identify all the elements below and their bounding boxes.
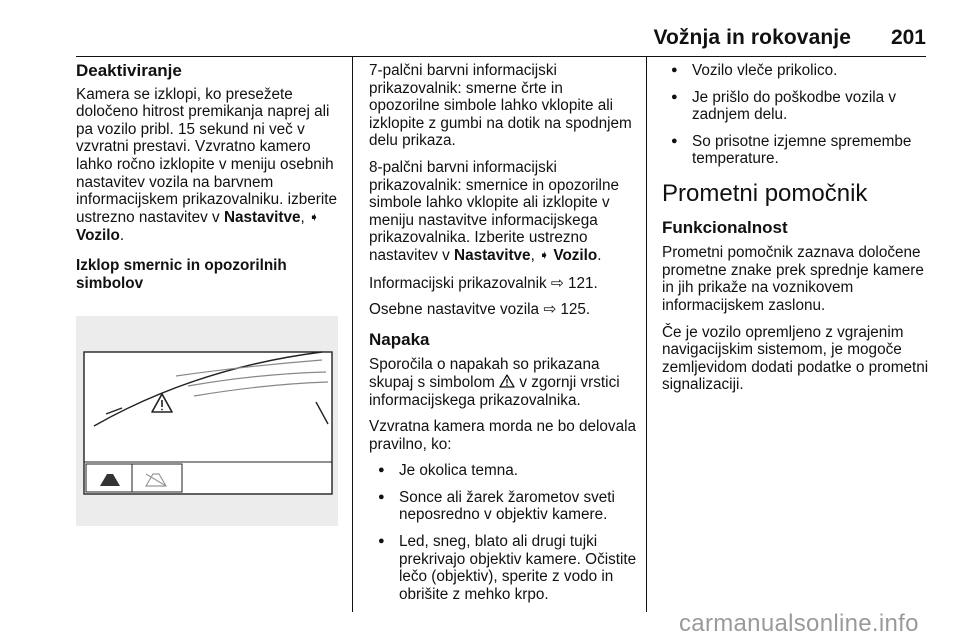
page-reference-arrow-icon: ⇨: [550, 274, 564, 292]
menu-path-settings: Nastavitve: [454, 246, 531, 264]
page-ref-number: 121: [568, 274, 594, 292]
column-3: [662, 62, 932, 403]
menu-arrow-icon: ➧: [539, 247, 550, 262]
page-number: 201: [890, 26, 926, 49]
paragraph-deactivation: Kamera se izklopi, ko presežete določeno hitrost premikanja naprej ali pa vozilo pribl. 15 sekund ni več v vzvratni prestavi. Vzvratno kamero lahko ročno izklopite v meniju osebnih nastavitev vozila na barvnem informacijskem prikazovalniku. izberite ustrezno nastavitev v Nastavitve, ➧ Vozilo.: [76, 85, 337, 245]
menu-arrow-icon: ➧: [308, 209, 320, 224]
paragraph-7-inch: 7-palčni barvni informacijski prikazovalnik: smerne črte in opozorilne simbole lahko vklopite ali izklopite z gumbi na dotik na spodnjem delu prikaza.: [369, 62, 632, 150]
menu-path-vehicle: Vozilo: [76, 227, 120, 245]
watermark-text: carmanualsonline.info: [679, 610, 919, 637]
list-item: ● So prisotne izjemne spremembe temperature.: [662, 133, 932, 168]
conditions-list: [369, 462, 637, 603]
paragraph-camera-may-fail: Vzvratna kamera morda ne bo delovala pravilno, ko:: [369, 418, 636, 453]
list-item: ● Je okolica temna.: [369, 462, 637, 480]
paragraph-8-inch: 8-palčni barvni informacijski prikazovalnik: smernice in opozorilne simbole lahko vklopite ali izklopite v meniju nastavitve informacijskega prikazovalnika. Izberite ustrezno nastavitev v Nastavitve, ➧ Vozilo.: [369, 158, 619, 264]
reference-vehicle-settings: Osebne nastavitve vozila ⇨ 125.: [369, 301, 591, 319]
column-1: [76, 62, 346, 306]
column-2: [369, 62, 637, 612]
subheading-guidelines-off: Izklop smernic in opozorilnih simbolov: [76, 256, 287, 292]
page-reference-arrow-icon: ⇨: [543, 301, 557, 319]
section-heading-fault: Napaka: [369, 329, 430, 349]
paragraph-fault-messages: Sporočila o napakah so prikazana skupaj s simbolom v zgornji vrstici informacijskega prikazovalnika.: [369, 356, 620, 409]
reference-info-display: Informacijski prikazovalnik ⇨ 121.: [369, 274, 598, 292]
list-item: ● Je prišlo do poškodbe vozila v zadnjem delu.: [662, 89, 932, 124]
page-title: Vožnja in rokovanje: [653, 26, 851, 49]
list-item: ● Led, sneg, blato ali drugi tujki prekrivajo objektiv kamere. Očistite lečo (objektiv), sperite z vodo in obrišite z mehko krpo.: [369, 533, 637, 603]
section-heading-traffic-assistant: Prometni pomočnik: [662, 179, 868, 207]
rear-camera-screen-icon: [76, 316, 338, 526]
column-divider-2: [646, 57, 647, 612]
conditions-list-continued: [662, 62, 932, 168]
menu-path-settings: Nastavitve: [223, 208, 301, 226]
column-divider-1: [352, 57, 353, 612]
camera-display-illustration: [76, 316, 338, 526]
warning-triangle-icon: [499, 374, 515, 388]
header-rule: [76, 56, 926, 57]
subheading-functionality: Funkcionalnost: [662, 217, 788, 237]
menu-path-vehicle: Vozilo: [553, 246, 598, 264]
section-heading-deactivation: Deaktiviranje: [76, 61, 182, 80]
paragraph-navigation-data: Če je vozilo opremljeno z vgrajenim navigacijskim sistemom, je mogoče zemljevidom dodati podatke o prometni signalizaciji.: [662, 323, 929, 394]
paragraph-traffic-assistant: Prometni pomočnik zaznava določene prometne znake prek sprednje kamere in jih prikaže na voznikovem informacijskem zaslonu.: [662, 244, 924, 314]
page-ref-number: 125: [560, 301, 586, 319]
list-item: ● Sonce ali žarek žarometov sveti neposredno v objektiv kamere.: [369, 489, 637, 524]
list-item: ● Vozilo vleče prikolico.: [662, 62, 932, 80]
page-header: [76, 22, 926, 58]
